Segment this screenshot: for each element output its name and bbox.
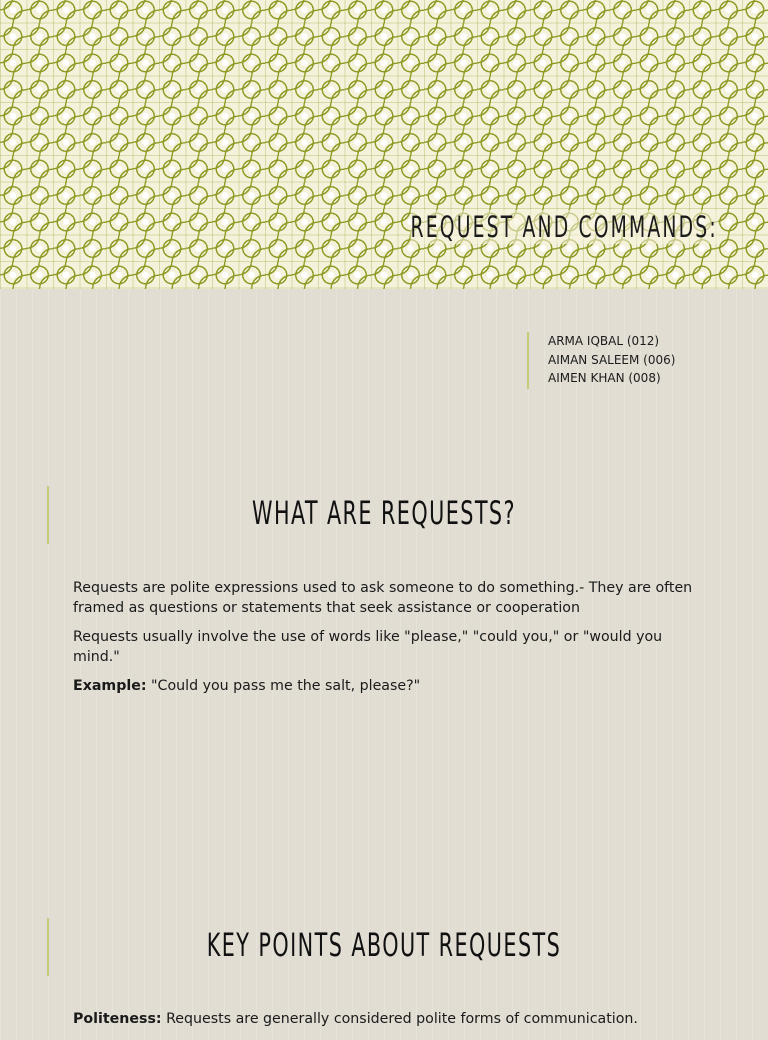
paragraph: Requests are polite expressions used to ask someone to do something.- They are often framed as questions or statements that seek assistance or cooperation [73,580,693,616]
key-point-text: Requests are generally considered polite forms of communication. [161,1011,638,1027]
title-banner-pattern [0,0,768,289]
slide-heading-key-points: KEY POINTS ABOUT REQUESTS [206,926,562,964]
slide-body-requests [73,579,693,707]
example-text: "Could you pass me the salt, please?" [146,678,421,694]
authors-accent-bar [527,332,529,389]
author-list [548,332,675,388]
key-point-label: Politeness: [73,1011,162,1027]
slide-body-key-points [73,1010,693,1040]
author-name: AIMEN KHAN (008) [548,371,661,385]
slide-accent-bar [47,918,49,976]
slide-heading-requests: WHAT ARE REQUESTS? [252,494,516,532]
presentation-title: REQUEST AND COMMANDS: [410,210,718,244]
author-name: AIMAN SALEEM (006) [548,352,676,367]
key-point-line [73,1010,693,1030]
example-line [73,677,693,697]
example-label: Example: [73,678,147,694]
paragraph: Requests usually involve the use of words like "please," "could you," or "would you mind." [73,629,663,665]
author-name: ARMA IQBAL (012) [548,334,660,348]
slide-accent-bar [47,486,49,544]
